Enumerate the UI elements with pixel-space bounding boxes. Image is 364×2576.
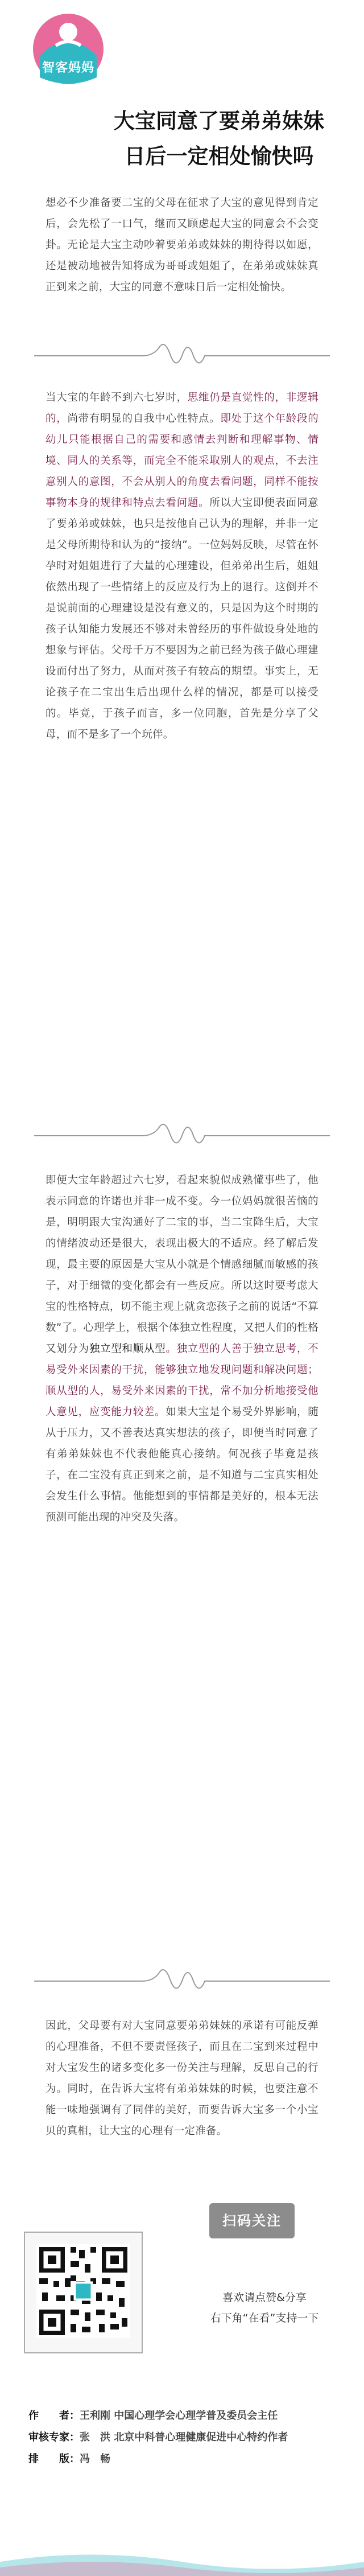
- paragraph-1: 想必不少准备要二宝的父母在征求了大宝的意见得到肯定后，会先松了一口气，继而又顾虑起大宝的同意会不会变卦。无论是大宝主动吵着要弟弟或妹妹的期待得以如愿，还是被动地被告知将成为哥哥或姐姐了，在弟弟或妹妹真正到来之前，大宝的同意不意味日后一定相处愉快。: [46, 197, 318, 293]
- paragraph-3-emphasis: 独立型和顺从型: [89, 1343, 166, 1355]
- credit-author-label: 作 者：: [28, 2410, 80, 2422]
- qr-code-icon[interactable]: [36, 2244, 130, 2338]
- credit-layout-value: 冯 畅: [80, 2453, 110, 2465]
- paragraph-2: [46, 387, 318, 745]
- paragraph-2-text-1: 尚带有明显的自我中心性特点。: [67, 413, 221, 425]
- credits: [28, 2405, 341, 2470]
- credit-layout: [28, 2448, 341, 2470]
- paragraph-3-body: 即便大宝年龄超过六七岁，看起来貌似成熟懂事些了，他表示同意的许诺也并非一成不变。今一位妈妈就很苦恼的是，明明跟大宝沟通好了二宝的事，当二宝降生后，大宝的情绪波动还是很大，表现出极大的不适应。经了解后发现，最主要的原因是大宝从小就是个情感细腻而敏感的孩子，对于细微的变化都会有一些反应。所以这时要考虑大宝的性格特点，切不能主观上就贪恋孩子之前的说话“不算数”了。心理学上，根据个体独立性程度，又把人们的性格又划分为: [46, 1174, 318, 1355]
- wave-divider: [0, 1116, 364, 1156]
- paragraph-2-intro: 当大宝的年龄不到六七岁时，: [46, 392, 188, 404]
- page-title: [85, 104, 353, 174]
- paragraph-4: 因此，父母要有对大宝同意要弟弟妹妹的承诺有可能反弹的心理准备，不但不要责怪孩子，而且在二宝到来过程中对大宝发生的诸多变化多一份关注与理解，反思自己的行为。同时，在告诉大宝将有弟弟妹妹的时候，也要注意不能一味地强调有了同伴的美好，而要告诉大宝多一个小宝贝的真相，让大宝的心理有一定准备。: [46, 2020, 318, 2137]
- share-prompt-line-1: 喜欢请点赞&分享: [222, 2291, 307, 2304]
- paragraph-2-highlight-2: 即处于这个年龄段的幼儿只能根据自己的需要和感情去判断和理解事物、情境、同人的关系等，而完全不能采取别人的观点，不去注意别人的意图，不会从别人的角度去看问题，同样不能按事物本身的规律和特点去看问题。: [46, 413, 318, 509]
- credit-layout-label: 排 版：: [28, 2453, 80, 2465]
- qr-frame: [24, 2232, 143, 2353]
- brand-logo: [28, 10, 108, 87]
- paragraph-3-tail: 如果大宝是个易受外界影响，随从于压力，又不善表达真实想法的孩子，即便当时同意了有弟弟妹妹也不代表他能真心接纳。何况孩子毕竟是孩子，在二宝没有真正到来之前，是不知道与二宝真实相处会发生什么事情。他能想到的事情都是美好的，根本无法预测可能出现的冲突及失落。: [46, 1406, 318, 1523]
- scan-follow-button[interactable]: 扫码关注: [209, 2203, 295, 2238]
- logo-text: 智客妈妈: [42, 61, 94, 75]
- title-line-2: 日后一定相处愉快吗: [124, 144, 314, 169]
- paragraph-3-highlight: 。独立型的人善于独立思考，不易受外来因素的干扰，能够独立地发现问题和解决问题；顺从型的人，易受外来因素的干扰，常不加分析地接受他人意见，应变能力较差。: [46, 1343, 318, 1418]
- wave-divider: [0, 1961, 364, 2001]
- title-line-1: 大宝同意了要弟弟妹妹: [114, 109, 324, 133]
- credit-author: [28, 2405, 341, 2427]
- credit-author-value: 王利刚 中国心理学会心理学普及委员会主任: [80, 2410, 278, 2422]
- share-prompt: [188, 2287, 341, 2328]
- credit-reviewer: [28, 2427, 341, 2448]
- paragraph-2-body: 所以大宝即便表面同意了要弟弟或妹妹，也只是按他自己认为的理解，并非一定是父母所期待和认为的“接纳”。一位妈妈反映，尽管在怀孕时对姐姐进行了大量的心理建设，但弟弟出生后，姐姐依然出现了一些情绪上的反应及行为上的退行。这倒并不是说前面的心理建设是没有意义的，只是因为这个时期的孩子认知能力发展还不够对未曾经历的事件做设身处地的想象与评估。父母千万不要因为之前已经为孩子做心理建设而付出了努力，从而对孩子有较高的期望。事实上，无论孩子在二宝出生后出现什么样的情况，都是可以接受的。毕竟，于孩子而言，多一位同胞，首先是分享了父母，而不是多了一个玩伴。: [46, 497, 318, 741]
- follow-panel: [17, 2203, 347, 2385]
- wave-divider: [0, 336, 364, 376]
- credit-reviewer-value: 张 洪 北京中科普心理健康促进中心特约作者: [80, 2431, 288, 2443]
- paragraph-2-highlight-1: 思维仍是直觉性的，非逻辑的，: [46, 392, 318, 425]
- paragraph-3: [46, 1170, 318, 1528]
- share-prompt-line-2: 右下角“在看”支持一下: [210, 2312, 319, 2324]
- footer-wave-decoration: [0, 2545, 364, 2576]
- credit-reviewer-label: 审核专家：: [28, 2431, 80, 2443]
